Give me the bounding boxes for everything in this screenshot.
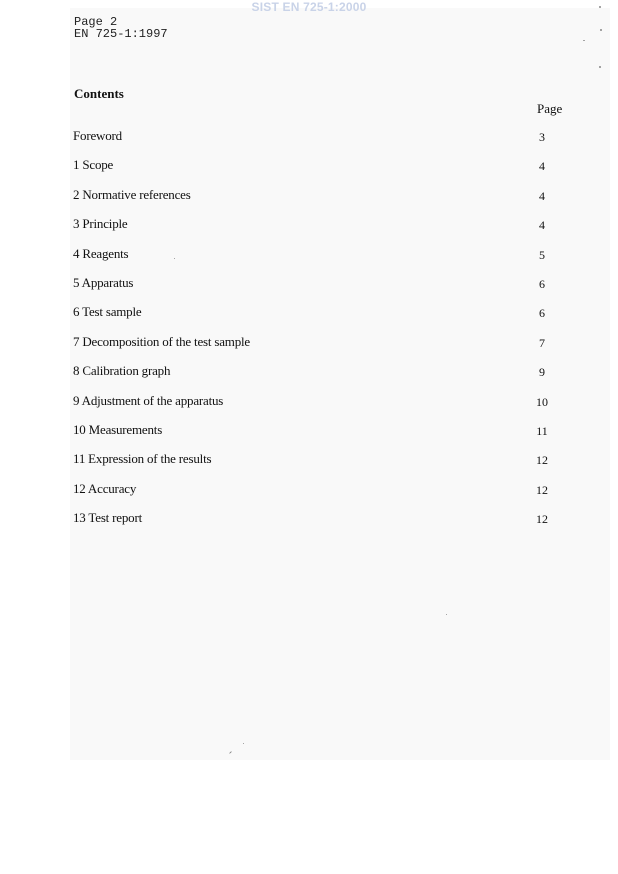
toc-entry-label: 6 Test sample (73, 304, 142, 320)
toc-entry (73, 216, 553, 245)
toc-entry-page: 6 (539, 306, 545, 321)
watermark: SIST EN 725-1:2000 (251, 0, 367, 14)
toc-entry-page: 5 (539, 247, 545, 262)
toc-entry (73, 451, 553, 480)
page-column-label: Page (537, 101, 563, 116)
toc-entry (73, 334, 553, 363)
toc-entry (73, 304, 553, 333)
toc-entry-label: 9 Adjustment of the apparatus (73, 392, 224, 408)
toc-entry-label: 8 Calibration graph (73, 363, 171, 379)
toc-entry (73, 481, 553, 510)
contents-title: Contents (74, 86, 124, 101)
toc-entry-label: 1 Scope (73, 157, 114, 173)
toc-entry (73, 393, 553, 422)
toc-entry-label: 4 Reagents (73, 245, 129, 261)
toc-entry-label: Foreword (73, 128, 122, 143)
toc-entry-label: 2 Normative references (73, 186, 191, 202)
toc-entry-label: 3 Principle (73, 216, 128, 232)
scan-speck (243, 743, 244, 744)
page-header (74, 16, 168, 40)
toc-entry-label: 7 Decomposition of the test sample (73, 333, 250, 349)
toc-entry (73, 422, 553, 451)
toc-entry-page: 3 (539, 130, 545, 144)
toc-entry-label: 5 Apparatus (73, 274, 134, 290)
scan-speck (446, 614, 447, 615)
toc-entry-page: 10 (536, 394, 548, 409)
scan-speck (599, 6, 601, 8)
toc-entry-label: 12 Accuracy (73, 480, 137, 496)
toc-entry-page: 9 (539, 365, 545, 380)
toc-entry-page: 12 (536, 482, 548, 497)
toc-entry (73, 157, 553, 186)
toc-entry-page: 12 (536, 453, 548, 468)
toc-entry-page: 6 (539, 276, 545, 291)
toc-entry-page: 4 (539, 218, 545, 233)
scan-speck (600, 29, 602, 31)
scan-speck (583, 40, 585, 41)
toc-entry (73, 187, 553, 216)
page-number-line: Page 2 (74, 15, 118, 29)
toc-entry (73, 363, 553, 392)
toc-entry-page: 7 (539, 335, 545, 350)
standard-number-line: EN 725-1:1997 (74, 27, 168, 41)
toc-entry-label: 10 Measurements (73, 421, 163, 437)
scan-speck (599, 66, 601, 68)
toc-entry (73, 128, 553, 157)
toc-entry-label: 13 Test report (73, 510, 142, 526)
toc-entry (73, 275, 553, 304)
toc-entry-label: 11 Expression of the results (73, 451, 212, 467)
toc-entry-page: 12 (536, 512, 548, 527)
table-of-contents (73, 128, 553, 539)
toc-entry-page: 4 (539, 159, 545, 174)
toc-entry (73, 510, 553, 539)
scan-speck (174, 258, 175, 259)
toc-entry-page: 4 (539, 188, 545, 203)
toc-entry (73, 246, 553, 275)
toc-entry-page: 11 (536, 423, 548, 438)
